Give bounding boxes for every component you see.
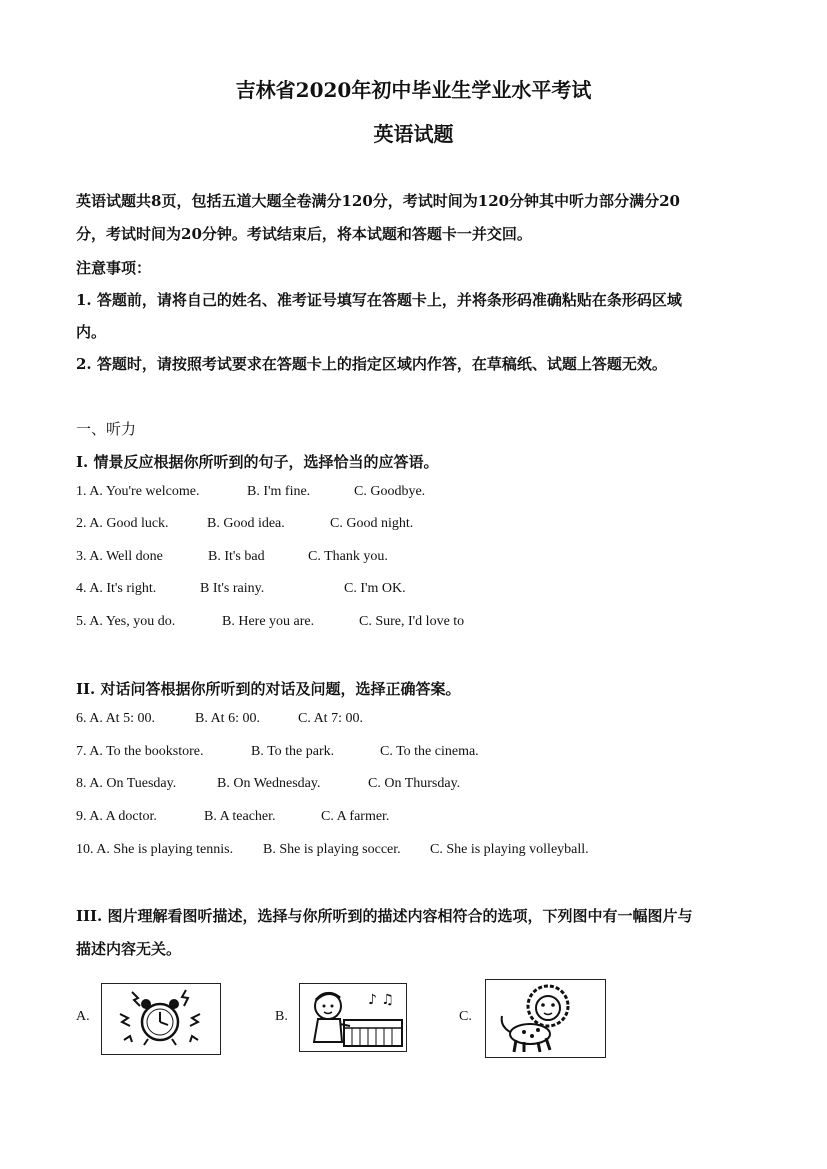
option-c: C. Goodbye. (354, 484, 426, 499)
option-a: 1. A. You're welcome. (76, 484, 200, 499)
exam-subtitle: 英语试题 (373, 122, 454, 146)
option-c: C. I'm OK. (344, 581, 406, 596)
option-c: C. Thank you. (308, 549, 388, 564)
question-row (0, 516, 827, 536)
option-c: C. She is playing volleyball. (430, 842, 589, 857)
option-b: B. A teacher. (204, 809, 276, 824)
option-b: B. At 6: 00. (195, 711, 260, 726)
intro-line-1: 英语试题共8页，包括五道大题全卷满分120分，考试时间为120分钟其中听力部分满分20 (76, 192, 680, 210)
question-row (0, 744, 827, 764)
question-row (0, 614, 827, 634)
option-a: 4. A. It's right. (76, 581, 157, 596)
option-c: C. A farmer. (321, 809, 390, 824)
part3-heading: III. 图片理解看图听描述，选择与你所听到的描述内容相符合的选项，下列图中有一幅图片与 (76, 907, 693, 925)
lion-picture (485, 979, 606, 1058)
question-row (0, 809, 827, 829)
option-b: B. I'm fine. (247, 484, 311, 499)
option-c: C. Good night. (330, 516, 414, 531)
alarm-clock-icon (102, 984, 220, 1054)
option-a: 9. A. A doctor. (76, 809, 157, 824)
picture-label-b: B. (275, 1009, 288, 1024)
question-row (0, 581, 827, 601)
question-row (0, 549, 827, 569)
option-b: B. Good idea. (207, 516, 285, 531)
option-b: B. On Wednesday. (217, 776, 321, 791)
option-b: B. Here you are. (222, 614, 315, 629)
part3-heading-cont: 描述内容无关。 (76, 940, 182, 958)
piano-player-icon (300, 984, 406, 1051)
option-b: B It's rainy. (200, 581, 265, 596)
part1-heading: I. 情景反应根据你所听到的句子，选择恰当的应答语。 (76, 453, 439, 471)
option-c: C. Sure, I'd love to (359, 614, 465, 629)
picture-label-a: A. (76, 1009, 90, 1024)
notice-heading: 注意事项： (76, 259, 152, 277)
option-a: 6. A. At 5: 00. (76, 711, 155, 726)
part2-heading: II. 对话问答根据你所听到的对话及问题，选择正确答案。 (76, 680, 461, 698)
option-b: B. It's bad (208, 549, 265, 564)
notice-item-1: 1. 答题前，请将自己的姓名、准考证号填写在答题卡上，并将条形码准确粘贴在条形码区域 (76, 291, 682, 309)
question-row (0, 711, 827, 731)
exam-title: 吉林省2020年初中毕业生学业水平考试 (235, 78, 592, 102)
notice-item-1-cont: 内。 (76, 323, 107, 341)
option-b: B. To the park. (251, 744, 335, 759)
question-row (0, 842, 827, 862)
option-c: C. On Thursday. (368, 776, 461, 791)
option-a: 5. A. Yes, you do. (76, 614, 176, 629)
option-a: 7. A. To the bookstore. (76, 744, 204, 759)
option-a: 3. A. Well done (76, 549, 163, 564)
notice-item-2: 2. 答题时，请按照考试要求在答题卡上的指定区域内作答，在草稿纸、试题上答题无效。 (76, 355, 667, 373)
svg-text:♪ ♫: ♪ ♫ (368, 992, 394, 1008)
piano-boy-picture (299, 983, 407, 1052)
option-c: C. To the cinema. (380, 744, 479, 759)
option-a: 2. A. Good luck. (76, 516, 169, 531)
option-b: B. She is playing soccer. (263, 842, 401, 857)
picture-label-c: C. (459, 1009, 472, 1024)
question-row (0, 484, 827, 504)
option-c: C. At 7: 00. (298, 711, 363, 726)
option-a: 8. A. On Tuesday. (76, 776, 177, 791)
question-row (0, 776, 827, 796)
section-heading-listening: 一、听力 (76, 420, 137, 438)
option-a: 10. A. She is playing tennis. (76, 842, 234, 857)
alarm-clock-picture (101, 983, 221, 1055)
intro-line-2: 分，考试时间为20分钟。考试结束后，将本试题和答题卡一并交回。 (76, 225, 532, 243)
lion-icon (486, 980, 605, 1057)
